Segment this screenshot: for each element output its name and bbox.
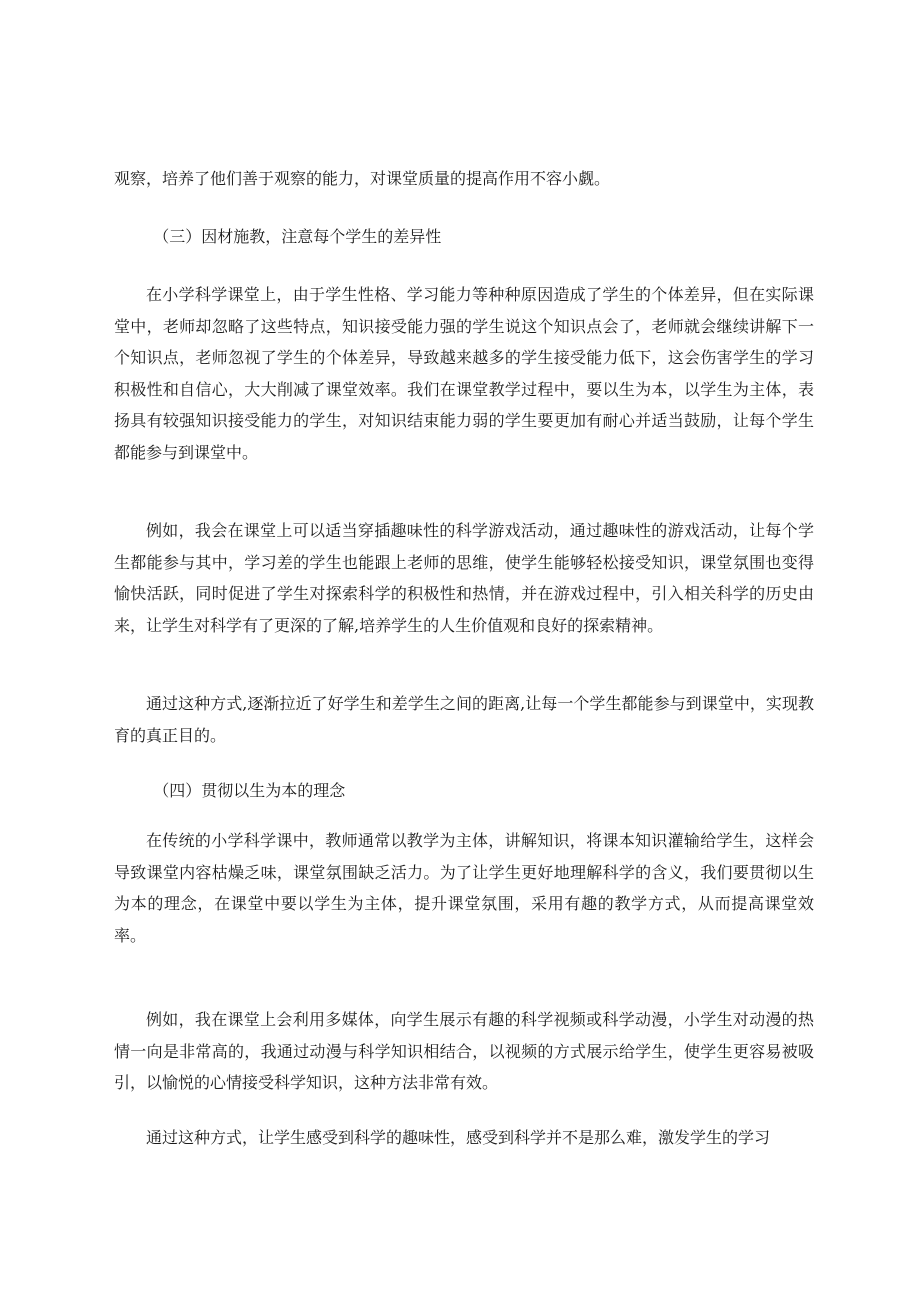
paragraph-game-example: 例如，我会在课堂上可以适当穿插趣味性的科学游戏活动，通过趣味性的游戏活动，让每个学生都能参与其中，学习差的学生也能跟上老师的思维，使学生能够轻松接受知识，课堂氛围也变得愉快活跃，同时促进了学生对探索科学的积极性和热情，并在游戏过程中，引入相关科学的历史由来，让学生对科学有了更深的了解,培养学生的人生价值观和良好的探索精神。: [114, 521, 814, 635]
paragraph-closing-gap: 通过这种方式,逐渐拉近了好学生和差学生之间的距离,让每一个学生都能参与到课堂中，实现教育的真正目的。: [114, 694, 814, 745]
paragraph-continuation: 观察，培养了他们善于观察的能力，对课堂质量的提高作用不容小觑。: [114, 169, 611, 188]
paragraph-interest: 通过这种方式，让学生感受到科学的趣味性，感受到科学并不是那么难，激发学生的学习: [146, 1128, 771, 1147]
paragraph-individual-differences: 在小学科学课堂上，由于学生性格、学习能力等种种原因造成了学生的个体差异，但在实际课堂中，老师却忽略了这些特点，知识接受能力强的学生说这个知识点会了，老师就会继续讲解下一个知识点，老师忽视了学生的个体差异，导致越来越多的学生接受能力低下，这会伤害学生的学习积极性和自信心，大大削减了课堂效率。我们在课堂教学过程中，要以生为本，以学生为主体，表扬具有较强知识接受能力的学生，对知识结束能力弱的学生要更加有耐心并适当鼓励，让每个学生都能参与到课堂中。: [114, 285, 814, 462]
paragraph-multimedia-example: 例如，我在课堂上会利用多媒体，向学生展示有趣的科学视频或科学动漫，小学生对动漫的热情一向是非常高的，我通过动漫与科学知识相结合，以视频的方式展示给学生，使学生更容易被吸引，以愉悦的心情接受科学知识，这种方法非常有效。: [114, 1010, 814, 1093]
section-heading-3: （三）因材施教，注意每个学生的差异性: [153, 227, 442, 246]
paragraph-student-centered: 在传统的小学科学课中，教师通常以教学为主体，讲解知识，将课本知识灌输给学生，这样会导致课堂内容枯燥乏味，课堂氛围缺乏活力。为了让学生更好地理解科学的含义，我们要贯彻以生为本的理念，在课堂中要以学生为主体，提升课堂氛围，采用有趣的教学方式，从而提高课堂效率。: [114, 831, 814, 945]
section-heading-4: （四）贯彻以生为本的理念: [153, 781, 346, 800]
